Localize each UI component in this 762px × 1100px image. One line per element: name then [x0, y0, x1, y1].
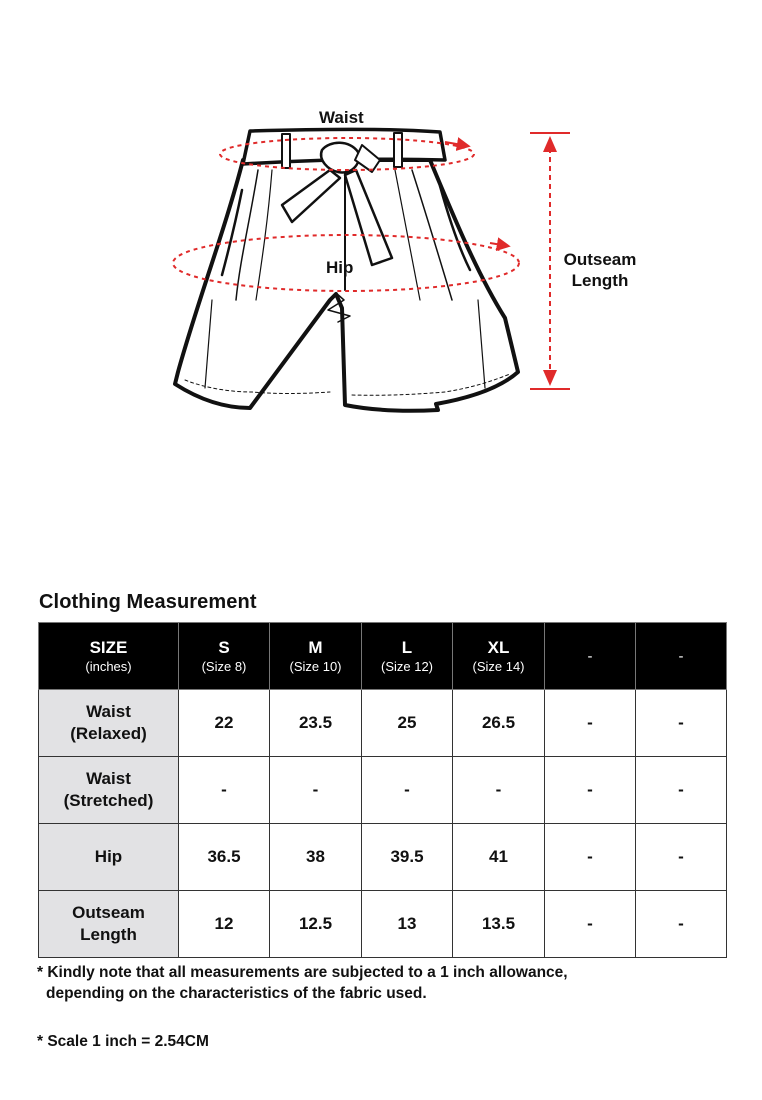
waist-label: Waist — [319, 108, 364, 127]
table-cell: - — [453, 757, 545, 824]
allowance-note — [37, 962, 568, 1004]
header-col-label: XL — [487, 637, 510, 657]
table-cell: 23.5 — [270, 690, 362, 757]
header-col-label: M — [308, 637, 323, 657]
table-row-outseam-length — [39, 891, 727, 958]
row-label-line1: Waist — [86, 702, 131, 721]
table-cell: - — [179, 757, 270, 824]
table-cell: 12 — [179, 891, 270, 958]
table-cell: 13 — [362, 891, 453, 958]
row-label-line2: (Relaxed) — [70, 724, 147, 743]
table-cell: 12.5 — [270, 891, 362, 958]
section-title: Clothing Measurement — [39, 591, 257, 613]
table-cell: - — [636, 690, 727, 757]
header-col-sub: (Size 10) — [289, 658, 342, 674]
row-label-line1: Outseam — [72, 903, 145, 922]
table-cell: - — [545, 757, 636, 824]
table-cell: 25 — [362, 690, 453, 757]
allowance-note-line1: * Kindly note that all measurements are subjected to a 1 inch allowance, — [37, 964, 568, 981]
table-cell: 22 — [179, 690, 270, 757]
header-size-cell — [39, 623, 179, 690]
outseam-label-line2: Length — [571, 271, 629, 290]
row-label-line1: Hip — [94, 847, 123, 866]
table-cell: - — [636, 757, 727, 824]
header-col-l — [362, 623, 453, 690]
table-cell: - — [636, 824, 727, 891]
row-label — [39, 891, 179, 958]
header-size-unit: (inches) — [85, 658, 132, 674]
row-label — [39, 690, 179, 757]
hip-label: Hip — [326, 258, 354, 277]
table-cell: - — [545, 891, 636, 958]
table-cell: 26.5 — [453, 690, 545, 757]
table-cell: - — [545, 690, 636, 757]
header-col-m — [270, 623, 362, 690]
header-col-label: L — [401, 637, 413, 657]
header-size-label: SIZE — [89, 637, 128, 657]
table-row-waist-stretched — [39, 757, 727, 824]
header-col-sub: (Size 14) — [472, 658, 525, 674]
outseam-length-label — [560, 249, 640, 291]
table-cell: 39.5 — [362, 824, 453, 891]
header-col-sub: (Size 12) — [380, 658, 434, 674]
table-cell: 41 — [453, 824, 545, 891]
row-label-line2: (Stretched) — [63, 791, 154, 810]
table-header-row — [39, 623, 727, 690]
outseam-label-line1: Outseam — [563, 250, 637, 269]
allowance-note-line2: depending on the characteristics of the fabric used. — [46, 985, 427, 1002]
table-cell: - — [270, 757, 362, 824]
table-cell: 38 — [270, 824, 362, 891]
header-col-s — [179, 623, 270, 690]
table-cell: - — [545, 824, 636, 891]
size-chart-table — [38, 622, 727, 958]
header-col-blank: - — [545, 623, 636, 690]
row-label — [39, 824, 179, 891]
row-label-line2: Length — [80, 925, 137, 944]
header-col-label: S — [218, 637, 230, 657]
scale-note: * Scale 1 inch = 2.54CM — [37, 1033, 209, 1050]
table-cell: 13.5 — [453, 891, 545, 958]
table-cell: 36.5 — [179, 824, 270, 891]
row-label — [39, 757, 179, 824]
table-row-waist-relaxed — [39, 690, 727, 757]
row-label-line1: Waist — [86, 769, 131, 788]
table-cell: - — [636, 891, 727, 958]
shorts-illustration — [0, 0, 762, 440]
header-col-xl — [453, 623, 545, 690]
header-col-blank: - — [636, 623, 727, 690]
header-col-sub: (Size 8) — [201, 658, 247, 674]
table-cell: - — [362, 757, 453, 824]
table-row-hip — [39, 824, 727, 891]
shorts-measurement-diagram — [0, 0, 762, 440]
